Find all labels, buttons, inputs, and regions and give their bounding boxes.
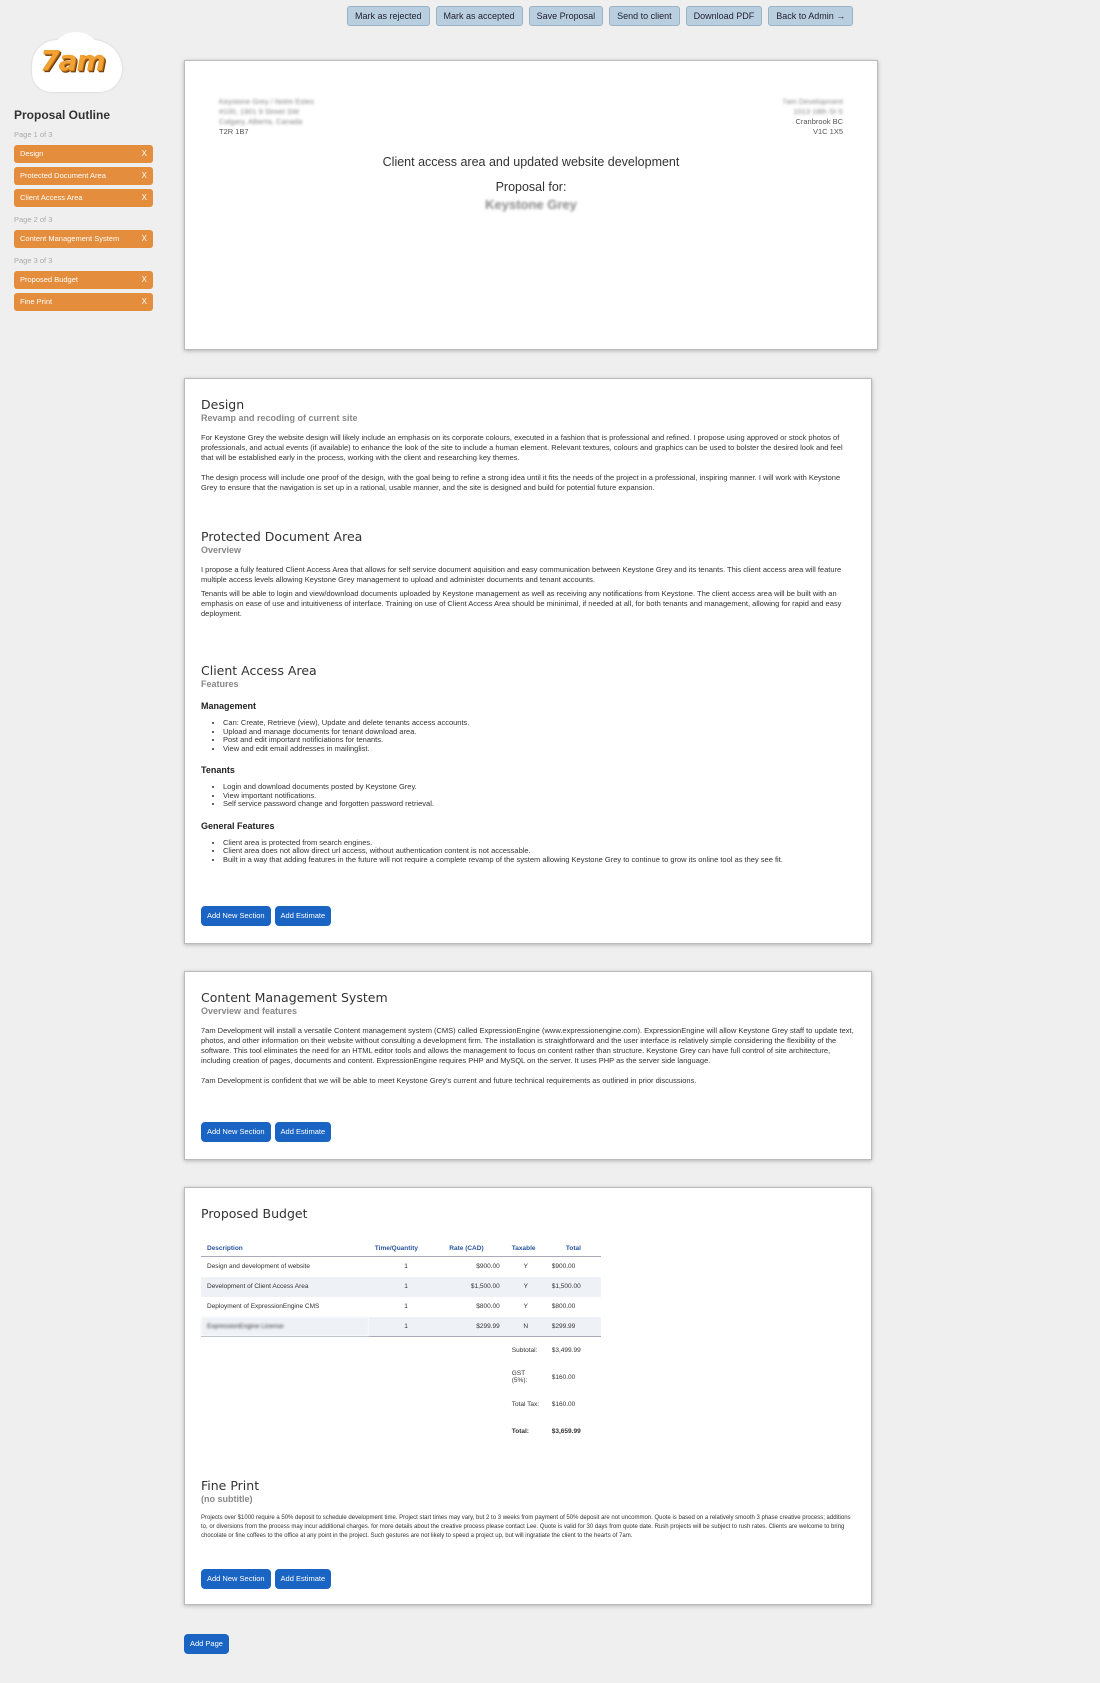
outline-item-content-management-system[interactable] — [14, 230, 153, 248]
client-city: Calgary, Alberta, Canada — [219, 117, 303, 126]
firm-name: 7am Development — [782, 97, 843, 106]
section-title: Content Management System — [201, 990, 388, 1005]
section-paragraph: For Keystone Grey the website design will likely include an emphasis on its corporate colours, executed in a fashion that is professional and refined. I propose using approved or stock photos of professionals, and actual events (if available) to enhance the look of the site to include a human element. Relevant textures, colours and graphics can be used to bolster the desired look and feel that will be established early in the process, working with the client and researching key themes. — [201, 433, 843, 462]
top-toolbar — [347, 6, 853, 26]
page-label: Page 1 of 3 — [14, 130, 53, 139]
list-item: • View and edit email addresses in mailinglist. — [223, 745, 855, 754]
firm-address — [782, 97, 843, 137]
remove-item-icon[interactable]: X — [141, 297, 147, 306]
section-subtitle: Overview and features — [201, 1006, 298, 1016]
section-paragraph: Tenants will be able to login and view/download documents uploaded by Keystone management as well as receiving any notifications from Keystone. The client access area will be built with an emphasis on ease of use and intuitiveness of interface. Training on use of Client Access Area should be mininimal, if needed at all, for both tenants and management, allowing for rapid and easy deployment. — [201, 589, 842, 618]
cell-quantity: 1 — [404, 1263, 408, 1271]
add-estimate-button[interactable]: Add Estimate — [275, 906, 332, 926]
section-design — [201, 397, 855, 493]
section-title: Fine Print — [201, 1478, 260, 1493]
section-paragraph: I propose a fully featured Client Access Area that allows for self service document aquisition and easy communication between Keystone Grey and its tenants. This client access area will feature multiple access levels allowing Keystone Grey management to upload and administer documents and tenant accounts. — [201, 565, 842, 584]
add-new-section-button[interactable]: Add New Section — [201, 906, 271, 926]
outline-item-design[interactable] — [14, 145, 153, 163]
section-proposed-budget — [201, 1206, 855, 1445]
section-protected-document-area — [201, 529, 855, 619]
logo — [32, 30, 132, 102]
gst-row — [201, 1364, 601, 1391]
grand-total-label: Total: — [511, 1427, 529, 1435]
subheading-tenants: Tenants — [201, 765, 235, 775]
subheading-general-features: General Features — [201, 820, 275, 831]
outline-item-label: Client Access Area — [20, 193, 83, 202]
table-row — [201, 1277, 601, 1297]
outline-item-label: Content Management System — [20, 234, 120, 243]
section-fine-print — [201, 1478, 855, 1541]
management-feature-list — [223, 719, 855, 753]
page-label: Page 2 of 3 — [14, 215, 53, 224]
outline-item-label: Protected Document Area — [20, 171, 106, 180]
list-item: • Client area does not allow direct url access, without authentication content is not accessable. — [223, 847, 855, 856]
section-paragraph: The design process will include one proof of the design, with the goal being to refine a strong idea until it fits the needs of the project in a professional, inspiring manner. I will work with Keystone Grey to ensure that the navigation is set up in a rational, usable manner, and the site is designed and build for potential future expansion. — [201, 473, 841, 492]
outline-item-client-access-area[interactable] — [14, 189, 153, 207]
section-paragraph: Projects over $1000 require a 50% deposit to schedule development time. Project start times may vary, but 2 to 3 weeks from payment of 50% deposit are not uncommon. Quote is based on a relatively smooth 3 phase creative process; additions to, or diversions from the process may incur additional charges. for more details about the creative process please contact Lee. Quote is valid for 30 days from quote date. Rush projects will be subject to rush rates. Clients are welcome to bring chocolate or fine coffees to the office at any point in the project. Such gestures are not likely to speed a project up, but will ingratiate the client to the hearts of 7am. — [201, 1515, 851, 1539]
total-tax-row — [201, 1391, 601, 1418]
cell-taxable: Y — [523, 1263, 528, 1271]
table-row — [201, 1317, 601, 1337]
cell-rate: $800.00 — [476, 1303, 500, 1310]
page-1-actions — [201, 906, 855, 926]
section-title: Client Access Area — [201, 663, 317, 678]
proposal-for-label: Proposal for: — [495, 180, 567, 194]
cell-description: Development of Client Access Area — [201, 1277, 369, 1297]
proposal-outline-sidebar — [14, 30, 154, 315]
outline-title: Proposal Outline — [14, 108, 111, 122]
column-header: Total — [546, 1241, 601, 1257]
outline-item-label: Proposed Budget — [20, 275, 78, 284]
send-to-client-button[interactable]: Send to client — [609, 6, 680, 26]
add-estimate-button[interactable]: Add Estimate — [275, 1122, 332, 1142]
gst-value: $160.00 — [551, 1373, 576, 1381]
page-label: Page 3 of 3 — [14, 256, 53, 265]
logo-text: 7am — [40, 44, 105, 77]
firm-postal: V1C 1X5 — [812, 127, 843, 136]
outline-item-fine-print[interactable] — [14, 293, 153, 311]
cell-total: $1,500.00 — [546, 1277, 601, 1297]
list-item: • Can: Create, Retrieve (view), Update and delete tenants access accounts. — [223, 719, 855, 728]
proposal-page-3 — [184, 1187, 872, 1605]
proposal-title: Client access area and updated website development — [382, 155, 680, 169]
outline-item-protected-document-area[interactable] — [14, 167, 153, 185]
cell-description: Deployment of ExpressionEngine CMS — [207, 1303, 320, 1310]
cell-rate: $900.00 — [476, 1263, 500, 1271]
page-3-actions — [201, 1569, 855, 1589]
column-header: Time/Quantity — [369, 1241, 444, 1257]
column-header: Description — [201, 1241, 369, 1257]
outline-item-label: Fine Print — [20, 297, 53, 306]
cell-quantity: 1 — [369, 1277, 444, 1297]
cell-quantity: 1 — [404, 1303, 408, 1310]
table-row — [201, 1257, 601, 1277]
proposal-client-name: Keystone Grey — [485, 197, 577, 212]
list-item: • Upload and manage documents for tenant download area. — [223, 728, 855, 737]
cell-rate: $299.99 — [443, 1317, 505, 1337]
budget-table — [201, 1241, 601, 1445]
list-item: • Login and download documents posted by Keystone Grey. — [223, 783, 855, 792]
subtotal-value: $3,499.99 — [551, 1346, 581, 1354]
cover-page — [184, 60, 878, 350]
list-item: • Client area is protected from search engines. — [223, 839, 855, 848]
table-header-row — [201, 1241, 601, 1257]
list-item: • Built in a way that adding features in the future will not require a complete revamp of the system allowing Keystone Grey to continue to grow its online tool as they see fit. — [223, 856, 855, 865]
cell-taxable: Y — [523, 1303, 528, 1310]
firm-street: 1013 18th St S — [793, 107, 843, 116]
cell-description: ExpressionEngine License — [201, 1317, 369, 1337]
client-name-line: Keystone Grey / Notre Estes — [219, 97, 315, 106]
add-estimate-button[interactable]: Add Estimate — [275, 1569, 332, 1589]
remove-item-icon[interactable]: X — [141, 193, 147, 202]
table-row — [201, 1297, 601, 1317]
list-item: • View important notifications. — [223, 792, 855, 801]
list-item: • Self service password change and forgotten password retrieval. — [223, 800, 855, 809]
outline-item-proposed-budget[interactable] — [14, 271, 153, 289]
outline-item-label: Design — [20, 149, 44, 158]
add-page-button[interactable]: Add Page — [184, 1634, 229, 1654]
section-subtitle: Overview — [201, 545, 242, 555]
subtotal-label: Subtotal: — [511, 1346, 538, 1354]
cell-total: $900.00 — [551, 1263, 576, 1271]
remove-item-icon[interactable]: X — [141, 171, 147, 180]
firm-city: Cranbrook BC — [795, 117, 843, 126]
section-subtitle: Revamp and recoding of current site — [201, 413, 358, 423]
total-tax-label: Total Tax: — [511, 1400, 540, 1408]
back-to-admin-button[interactable]: Back to Admin → — [768, 6, 853, 26]
grand-total-value: $3,659.99 — [551, 1427, 581, 1435]
client-street: #100, 1901 9 Street SW — [219, 107, 300, 116]
total-tax-value: $160.00 — [551, 1400, 576, 1408]
client-address — [219, 97, 314, 137]
remove-item-icon[interactable]: X — [141, 234, 147, 243]
column-header: Taxable — [506, 1241, 546, 1257]
section-title: Design — [201, 397, 245, 412]
section-title: Proposed Budget — [201, 1206, 308, 1221]
subheading-management: Management — [201, 701, 257, 711]
grand-total-row — [201, 1418, 601, 1445]
cell-rate: $1,500.00 — [443, 1277, 505, 1297]
page-2-actions — [201, 1122, 855, 1142]
tenants-feature-list — [223, 783, 855, 809]
gst-label: GST (5%): — [511, 1370, 528, 1384]
section-subtitle: Features — [201, 679, 239, 689]
cell-quantity: 1 — [369, 1317, 444, 1337]
client-postal: T2R 1B7 — [219, 127, 249, 136]
proposal-page-1 — [184, 378, 872, 944]
mark-accepted-button[interactable]: Mark as accepted — [436, 6, 523, 26]
cell-total: $800.00 — [551, 1303, 576, 1310]
cell-taxable: Y — [506, 1277, 546, 1297]
section-subtitle: (no subtitle) — [201, 1494, 253, 1504]
section-title: Protected Document Area — [201, 529, 363, 544]
column-header: Rate (CAD) — [443, 1241, 505, 1257]
subtotal-row — [201, 1337, 601, 1364]
mark-rejected-button[interactable]: Mark as rejected — [347, 6, 430, 26]
proposal-page-2 — [184, 971, 872, 1160]
general-feature-list — [223, 839, 855, 865]
remove-item-icon[interactable]: X — [141, 149, 147, 158]
cell-taxable: N — [506, 1317, 546, 1337]
cell-description: Design and development of website — [207, 1263, 310, 1271]
download-pdf-button[interactable]: Download PDF — [686, 6, 763, 26]
list-item: • Post and edit important notificiations for tenants. — [223, 736, 855, 745]
cell-total: $299.99 — [546, 1317, 601, 1337]
add-new-section-button[interactable]: Add New Section — [201, 1569, 271, 1589]
remove-item-icon[interactable]: X — [141, 275, 147, 284]
add-new-section-button[interactable]: Add New Section — [201, 1122, 271, 1142]
section-paragraph: 7am Development is confident that we will be able to meet Keystone Grey's current and future technical requirements as outlined in prior discussions. — [201, 1076, 697, 1085]
section-content-management-system — [201, 990, 855, 1086]
section-paragraph: 7am Development will install a versatile Content management system (CMS) called ExpressionEngine (www.expressionengine.com). ExpressionEngine will allow Keystone Grey staff to update text, photos, and other information on their website without consulting a development firm. The installation is straightforward and the user interface is relatively simple considering the flexibility of the software. This tool eliminates the need for an HTML editor tools and allows the management to focus on content rather than structure. Keystone Grey can have full control of site architecture, including creation of pages, documents and content. ExpressionEngine requires PHP and MySQL on the server. It uses PHP as the server side language. — [201, 1026, 854, 1065]
save-proposal-button[interactable]: Save Proposal — [529, 6, 604, 26]
section-client-access-area — [201, 663, 855, 864]
